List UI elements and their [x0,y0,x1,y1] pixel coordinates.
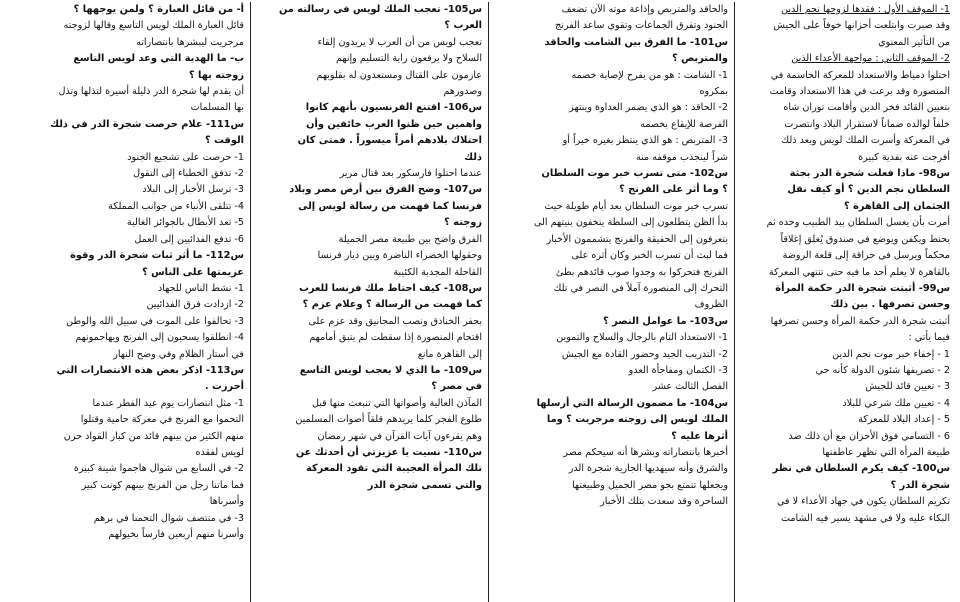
text-line: 3- في منتصف شوال التحمنا في برهم [93,512,244,524]
question-heading: والتي تسمى شجرة الدر [367,479,482,491]
question-heading: س105- تعجب الملك لويس في رسالته من [278,4,482,15]
text-line: الظروف [694,299,728,311]
text-line: بتعيين القائد فخر الدين وأقامت توران شاه [783,102,950,114]
question-heading: السلطان نجم الدين ؟ أو كيف نقل [787,184,950,196]
text-line: والشرق وأنه سيهديها الجارية شجرة الدر [568,463,728,475]
text-line: التحرك إلى المنصورة آملاً في النصر في تلك [553,282,728,294]
text-line: 3- تحالفوا على الموت في سبيل الله والوطن [66,315,244,327]
text-line: أثبتت شجرة الدر حكمة المرأة وحسن تصرفها [770,315,950,327]
text-line: شراً لينجذب موقفه منه [636,151,728,163]
text-line: 2- الموقف الثاني : مواجهة الأعداء الذين [791,53,950,65]
text-line: بالقاهرة لا يعلم أحد ما فيه حتى تنتهي المعركة [768,266,950,278]
question-heading: ب- ما الهدية التي وعد لويس التاسع [73,53,244,65]
text-line: الفصل الثالث عشر [652,381,728,393]
text-line: 5- تعد الأبطال بالجوائز الغالية [126,217,244,229]
text-line: بدأ الظن يتطلعون إلى السلطة يتخفون بنيتهم الى [533,217,728,229]
question-heading: س103- ما عوامل النصر ؟ [603,315,728,327]
text-line: 4- تتلقى الأنباء من جوانب المملكة [108,200,244,212]
text-line: 1- الاستعداد التام بالرجال والسلاح والتموين [556,332,728,344]
text-line: لويس لفقده [195,446,244,458]
text-line: القاحلة المجدبة الكئيبة [393,266,482,278]
question-heading: س112- ما أثر ثبات شجرة الدر وقوة [70,250,244,262]
question-heading: في مصر ؟ [431,381,482,393]
text-line: الساحرة وقد سعدت بتلك الأخبار [600,496,728,508]
text-line: 6- تدفع الفدائيين إلى العمل [134,233,244,245]
text-line: يتعرفون إلى الحقيقة والفرنج يتشممون الأخبار [546,233,728,245]
text-line: اقتحام المنصورة إذا سقطت لم يتبق أمامهم [309,332,482,344]
question-heading: س102- متى تسرب خبر موت السلطان [541,168,728,180]
text-line: 3- الكتمان ومفاجأة العدو [628,364,728,376]
question-heading: كما فهمت من الرسالة ؟ وعلام عزم ؟ [302,299,482,311]
text-line: أن يقدم لها شجرة الدر ذليلة أسيرة لتذلها وتذل [58,86,244,98]
question-heading: والمتربص ؟ [672,53,728,65]
text-line: وهم يقرءون آيات القرآن في شهر رمضان [317,430,482,442]
text-line: عازمون على القتال ومستعدون له بقلوبهم [316,69,482,81]
text-line: احتلوا دمياط والاستعداد للمعركة الحاسمة في [770,69,950,81]
question-heading: زوجته بها ؟ [188,69,244,81]
text-line: 2- في السابع من شوال هاجموا شينة كبيرة [73,463,244,475]
text-line: منهم الكثير من بينهم قائد من كبار القواد حزن [63,430,244,442]
text-line: 1 - إخفاء خبر موت نجم الدين [832,348,950,360]
question-heading: س113- اذكر بعض هذه الانتصارات التي [56,364,244,376]
text-line: الفرنج فتحركوا به وجدوا صوب قائدهم بطئ [555,266,728,278]
text-line: ويجعلها تتمتع بجو مصر الجميل وطبيعتها [572,479,728,491]
text-line: طبيعة المرأة التي تظهر عاطفتها [822,446,950,458]
text-line: الفرصة للإيقاع بخصمه [640,118,728,130]
question-heading: س111- علام حرصت شجرة الدر في ذلك [50,118,244,130]
text-line: 2- الحاقد : هو الذي يضمر العداوة وينتهز [569,102,728,114]
question-heading: س101- ما الفرق بين الشامت والحاقد [544,36,728,48]
text-line: وحقولها الخضراء الناضرة وبين ديار فرنسا [317,250,482,262]
question-heading: س99- أثبتت شجرة الدر حكمة المرأة [775,282,950,294]
text-line: 1- مثل انتصارات يوم عيد الفطر عندما [92,397,244,409]
text-line: تعجب لويس من أن العرب لا يريدون إلقاء [317,36,482,48]
question-heading: س106- اقتنع الفرنسيون بأنهم كانوا [305,102,482,114]
question-heading: ؟ وما أثر على الفرنج ؟ [619,184,728,196]
text-line: 4 - تعيين ملك شرعي للبلاد [842,397,950,409]
question-heading: واهمين حين ظنوا العرب خائفين وأن [306,118,482,130]
question-heading: س108- كيف احتاط ملك فرنسا للعرب [299,282,482,294]
question-heading: أثرها عليه ؟ [671,430,728,442]
question-heading: س100- كيف يكرم السلطان في نظر [772,463,950,475]
question-heading: فرنسا كما فهمت من رسالة لويس إلى [298,200,482,212]
question-heading: وحسن تصرفها . بين ذلك [830,299,950,311]
text-line: فيما يأتي : [908,332,950,344]
text-line: خلفاً لوالده ضماناً لاستقرار البلاد وانتصرت [784,118,950,130]
text-line: 3 - تعيين قائد للجيش [865,381,950,393]
text-line: وأسرناها [209,496,244,508]
text-line: بحفر الخنادق ونصب المجانيق وقد عزم على [308,315,482,327]
text-line: من التأثير المعنوي [878,36,950,48]
text-line: 1- نشط الناس للجهاد [157,282,244,294]
question-heading: أ- من قائل العبارة ؟ ولمن يوجهها ؟ [73,4,244,15]
question-heading: الملك لويس إلى زوجته مرجريت ؟ وما [546,414,728,426]
question-heading: س107- وضح الفرق بين أرض مصر وبلاد [289,184,482,196]
text-line: وقد صبرت وابتلعت أحزانها خوفاً على الجيش [773,20,950,32]
text-line: أمرت بأن يغسل السلطان بيد الطبيب وحده ثم [766,217,950,229]
question-heading: س109- ما الذي لا يعجب لويس التاسع [299,364,482,376]
question-heading: العرب ؟ [444,20,482,32]
text-line: تكريم السلطان يكون في جهاد الأعداء لا في [776,496,950,508]
text-line: 4- انطلقوا يسحبون إلى الفرنج ويهاجمونهم [75,332,244,344]
text-line: 2- التدريب الجيد وحضور القادة مع الجيش [561,348,728,360]
question-heading: زوجته ؟ [444,217,482,229]
text-line: فما ماتنا رجل من الفرنج بينهم كونت كبير [81,479,244,491]
text-line: طلوع الفجر كلما يريدهم قلقاً أصوات المسلمين [295,414,482,426]
text-line: 2- تدفق الخطباء إلى التقول [133,168,244,180]
text-line: فما لبث أن تسرب الخبر وكان أثره على [571,250,728,262]
column-2 [488,2,734,602]
text-line: 1- حرصت على تشجيع الجنود [127,151,244,163]
text-line: يحنط ويكفن ويوضع في صندوق يُغلق إغلاقاً [780,233,950,245]
question-heading: شجرة الدر ؟ [890,479,950,491]
text-line: 1- الموقف الأول : فقدها لزوجها نجم الدين [781,4,950,15]
text-line: الجنود وتفرق الجماعات وتقوي ساعد الفرنج [555,20,728,32]
question-heading: احتلاك بلادهم أمراً ميسوراً . فمتى كان [297,135,482,147]
text-line: قائل العبارة الملك لويس التاسع وقالها لزوجته [63,20,244,32]
text-line: إلى القاهرة مانع [417,348,482,360]
text-line: عندما احتلوا فارسكور بعد قتال مرير [339,168,482,180]
text-line: المآذن العالية وأصواتها التي تنبعث منها قبل [312,397,482,409]
question-heading: الجثمان إلى القاهرة ؟ [843,200,950,212]
column-3 [250,2,488,602]
text-line: 6 - التسامي فوق الأحزان مع أن ذلك ضد [788,430,950,442]
question-heading: أحرزت . [204,381,244,393]
text-line: أفرجت عنه بفدية كبيرة [858,151,950,163]
question-heading: تلك المرأة العجيبة التي تقود المعركة [306,463,482,475]
text-line: في أستار الظلام وفي وضح النهار [113,348,244,360]
column-4 [6,2,250,602]
column-1 [734,2,956,602]
text-line: والحاقد والمتربص وإذاعة موته الآن تضعف [561,4,728,15]
text-line: السلاح ولا يرفعون راية التسليم وإنهم [336,53,482,65]
question-heading: س104- ما مضمون الرسالة التي أرسلها [536,397,728,409]
question-heading: ذلك [464,151,482,163]
text-line: 2 - تصريفها شئون الدولة كأنه حي [815,364,950,376]
text-line: 2- ازدادت فرق الفدائيين [146,299,244,311]
question-heading: الوقت ؟ [204,135,244,147]
text-line: المنصورة وقد برعت في هذا الاستعداد وقامت [769,86,950,98]
text-line: 3- المتربص : هو الذي ينتظر بغيره خيراً أو [562,135,728,147]
text-line: مرجريت ليبشرها بانتصاراته [136,36,244,48]
text-line: في المعركة وأسرت الملك لويس وبعد ذلك [781,135,950,147]
question-heading: س110- نسيت يا عزيزتي أن أحدثك عن [295,446,482,458]
text-line: وصدورهم [443,86,482,98]
text-line: وأسرنا منهم أربعين فارساً بخيولهم [108,529,244,540]
text-line: محكماً ويرسل في حراقة إلى قلعة الروضة [782,250,950,262]
text-line: بها المسلمات [190,102,244,114]
text-line: أخبرها بانتصاراته وبشرها أنه سيحكم مصر [563,446,728,458]
text-line: تسرب خبر موت السلطان بعد أيام طويلة حيث [544,200,728,212]
text-line: الفرق واضح بين طبيعة مصر الجميلة [338,233,482,245]
text-line: التحموا مع الفرنج في معركة حامية وقتلوا [80,414,244,426]
text-line: 5 - إعداد البلاد للمعركة [858,414,950,426]
text-line: البكاء عليه ولا في مشهد يسير فيه الشامت [780,512,950,524]
question-heading: س98- ماذا فعلت شجرة الدر بجثة [789,168,950,180]
text-line: بمكروه [699,86,728,98]
text-line: 1- الشامت : هو من يفرح لإصابة خصمه [571,69,728,81]
text-line: 3- ترسل الأخبار إلى البلاد [142,184,244,196]
question-heading: عزيمتها على الناس ؟ [142,266,244,278]
